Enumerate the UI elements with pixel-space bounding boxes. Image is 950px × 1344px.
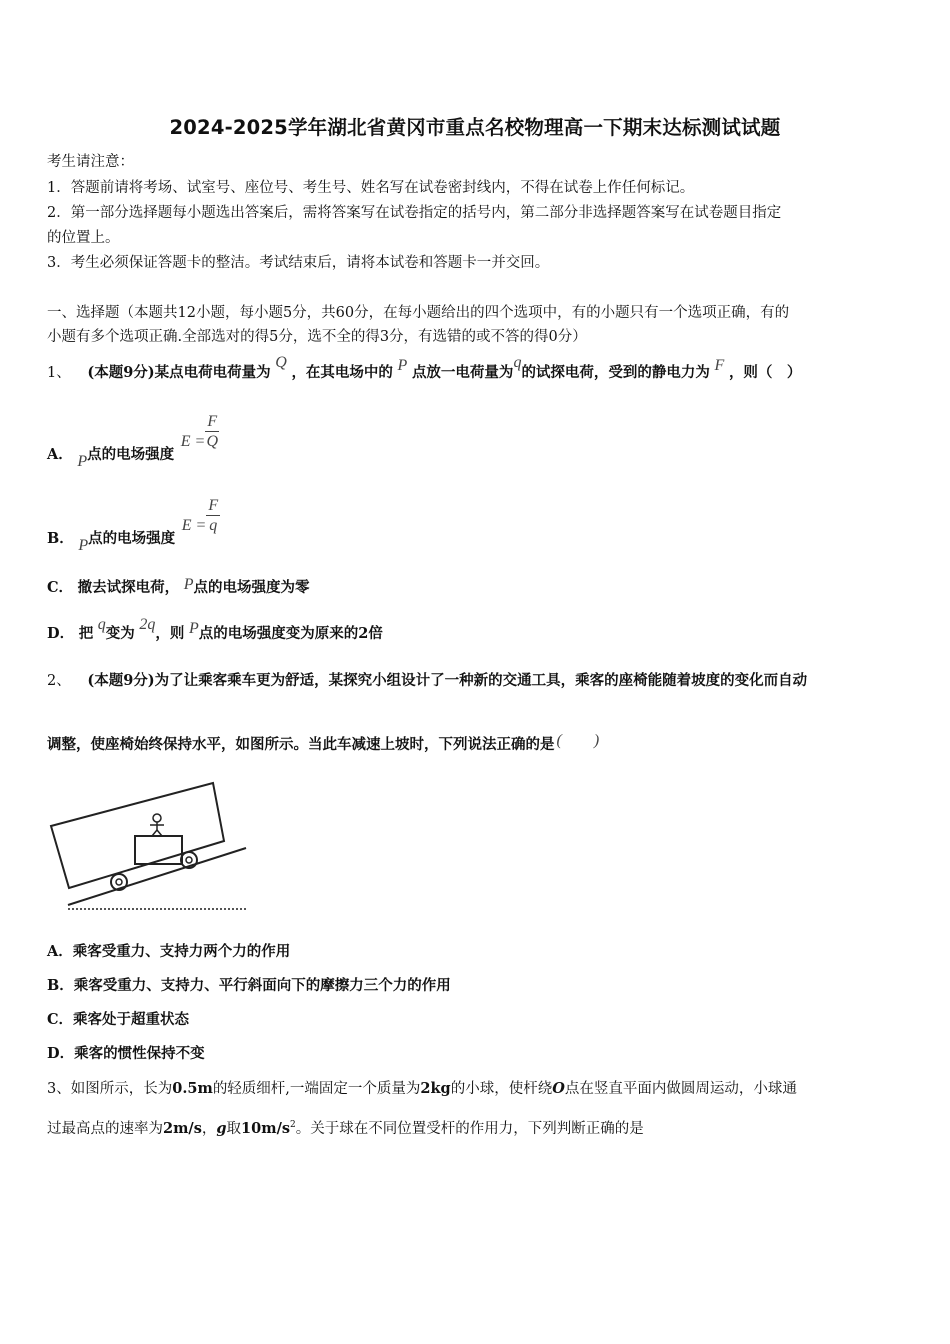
q1-option-d (47, 616, 383, 644)
q3-text-4: 点在竖直平面内做圆周运动，小球通 (564, 1081, 797, 1097)
q1-text-4: 的试探电荷，受到的静电力为 (521, 364, 710, 381)
q2-number: 2、 (47, 673, 71, 689)
q2-option-a (47, 942, 290, 962)
q1-score: (本题9分) (87, 364, 155, 381)
rear-wheel-hub (116, 879, 122, 885)
q2-a-text: 乘客受重力、支持力两个力的作用 (72, 943, 291, 960)
q1-a-num: F (207, 413, 218, 430)
q1-c-P: P (183, 576, 194, 593)
q1-b-P: P (78, 536, 89, 554)
q1-c-text-1: 撤去试探电荷， (77, 579, 180, 596)
q1-text-3: 点放一电荷量为 (411, 364, 514, 381)
q1-a-fraction (205, 413, 219, 452)
q1-b-text: 点的电场强度 (88, 529, 176, 547)
q1-stem (47, 354, 802, 383)
q1-d-label: D． (47, 625, 75, 642)
q3-length: 0.5m (172, 1080, 213, 1097)
q1-d-P: P (189, 620, 199, 637)
q2-score: (本题9分) (87, 672, 155, 689)
q2-text-2: 调整，使座椅始终保持水平，如图所示。当此车减速上坡时，下列说法正确的是 (47, 736, 555, 753)
q2-figure-car-on-slope (46, 778, 252, 914)
q1-d-text-1: 把 (78, 625, 94, 642)
q2-answer-paren: ( ) (556, 732, 600, 749)
notice-heading: 考生请注意： (47, 154, 134, 170)
q1-a-P: P (77, 452, 88, 470)
q2-c-label: C． (47, 1011, 74, 1028)
q2-option-d (47, 1044, 205, 1064)
q3-line2 (47, 1115, 644, 1139)
section1-intro-line1: 一、选择题（本题共12小题，每小题5分，共60分，在每小题给出的四个选项中，有的小题只有一个选项正确，有的 (47, 305, 790, 321)
q1-F: F (714, 357, 725, 374)
q2-a-label: A． (47, 943, 73, 960)
q3-text-8: 。关于球在不同位置受杆的作用力，下列判断正确的是 (295, 1120, 644, 1137)
notice-item-2: 2．第一部分选择题每小题选出答案后，需将答案写在试卷指定的括号内，第二部分非选择题答案写在试卷题目指定 (47, 205, 782, 221)
q2-option-c (47, 1010, 189, 1030)
q1-d-text-3: ，则 (155, 625, 185, 642)
section1-intro-line2: 小题有多个选项正确.全部选对的得5分，选不全的得3分，有选错的或不答的得0分） (47, 329, 587, 345)
q1-text-1: 某点电荷电荷量为 (154, 364, 271, 381)
q1-a-eq: E = (180, 432, 206, 450)
page-title: 2024-2025学年湖北省黄冈市重点名校物理高一下期末达标测试试题 (169, 116, 781, 139)
q3-text-3: 的小球，使杆绕 (450, 1081, 553, 1097)
q1-q: q (513, 354, 522, 371)
q2-c-text: 乘客处于超重状态 (73, 1011, 190, 1028)
rear-wheel (111, 874, 127, 890)
q3-g: g (216, 1119, 227, 1137)
q1-d-2q: 2q (139, 616, 156, 633)
notice-item-2-cont: 的位置上。 (47, 230, 120, 246)
front-wheel-hub (186, 857, 192, 863)
q2-line1 (47, 671, 807, 691)
q3-g-value: 10m/s (241, 1119, 291, 1137)
q2-d-label: D． (47, 1045, 75, 1062)
q2-text-1: 为了让乘客乘车更为舒适，某探究小组设计了一种新的交通工具，乘客的座椅能随着坡度的变化而自动 (154, 672, 808, 689)
q3-text-7: 取 (226, 1120, 242, 1137)
q3-text-1: 3、如图所示，长为 (47, 1081, 173, 1097)
q1-b-label: B． (47, 529, 74, 547)
q3-point-O: O (552, 1080, 565, 1097)
q1-text-2: ，在其电场中的 (291, 364, 393, 381)
q1-P: P (397, 357, 408, 374)
q1-option-c (47, 578, 310, 598)
q1-c-text-2: 点的电场强度为零 (193, 579, 310, 596)
q2-d-text: 乘客的惯性保持不变 (74, 1045, 205, 1062)
q1-d-text-2: 变为 (105, 625, 135, 642)
q3-text-6: ， (201, 1120, 217, 1137)
q2-option-b (47, 976, 451, 996)
notice-item-3: 3．考生必须保证答题卡的整洁。考试结束后，请将本试卷和答题卡一并交回。 (47, 255, 550, 271)
q3-g-exponent: 2 (290, 1120, 296, 1130)
q1-Q: Q (275, 354, 287, 371)
seat-block (135, 836, 182, 864)
q1-a-text: 点的电场强度 (87, 445, 175, 463)
q1-number: 1、 (47, 365, 71, 381)
q3-text-5: 过最高点的速率为 (47, 1120, 163, 1137)
q3-line1 (47, 1079, 797, 1099)
q1-option-a (47, 408, 219, 470)
slope-line (68, 848, 246, 905)
q2-b-label: B． (47, 977, 74, 994)
q1-a-den: Q (206, 433, 219, 450)
q1-a-label: A． (47, 445, 73, 463)
q1-b-num: F (208, 497, 219, 514)
q1-b-eq: E = (181, 516, 207, 534)
q1-b-fraction (206, 497, 220, 536)
q1-d-q: q (97, 616, 106, 633)
q1-c-label: C． (47, 579, 74, 596)
q1-d-text-4: 点的电场强度变为原来的2倍 (198, 625, 383, 642)
q3-text-2: 的轻质细杆,一端固定一个质量为 (212, 1081, 421, 1097)
q3-speed: 2m/s (163, 1119, 202, 1137)
q1-text-5: ，则（ ） (728, 364, 802, 381)
notice-item-1: 1．答题前请将考场、试室号、座位号、考生号、姓名写在试卷密封线内，不得在试卷上作任何标记。 (47, 180, 695, 196)
q2-b-text: 乘客受重力、支持力、平行斜面向下的摩擦力三个力的作用 (73, 977, 451, 994)
q3-mass: 2kg (420, 1080, 451, 1097)
q1-b-den: q (209, 517, 218, 534)
q1-option-b (47, 492, 220, 554)
passenger-head (153, 814, 161, 822)
q2-line2 (47, 732, 600, 755)
